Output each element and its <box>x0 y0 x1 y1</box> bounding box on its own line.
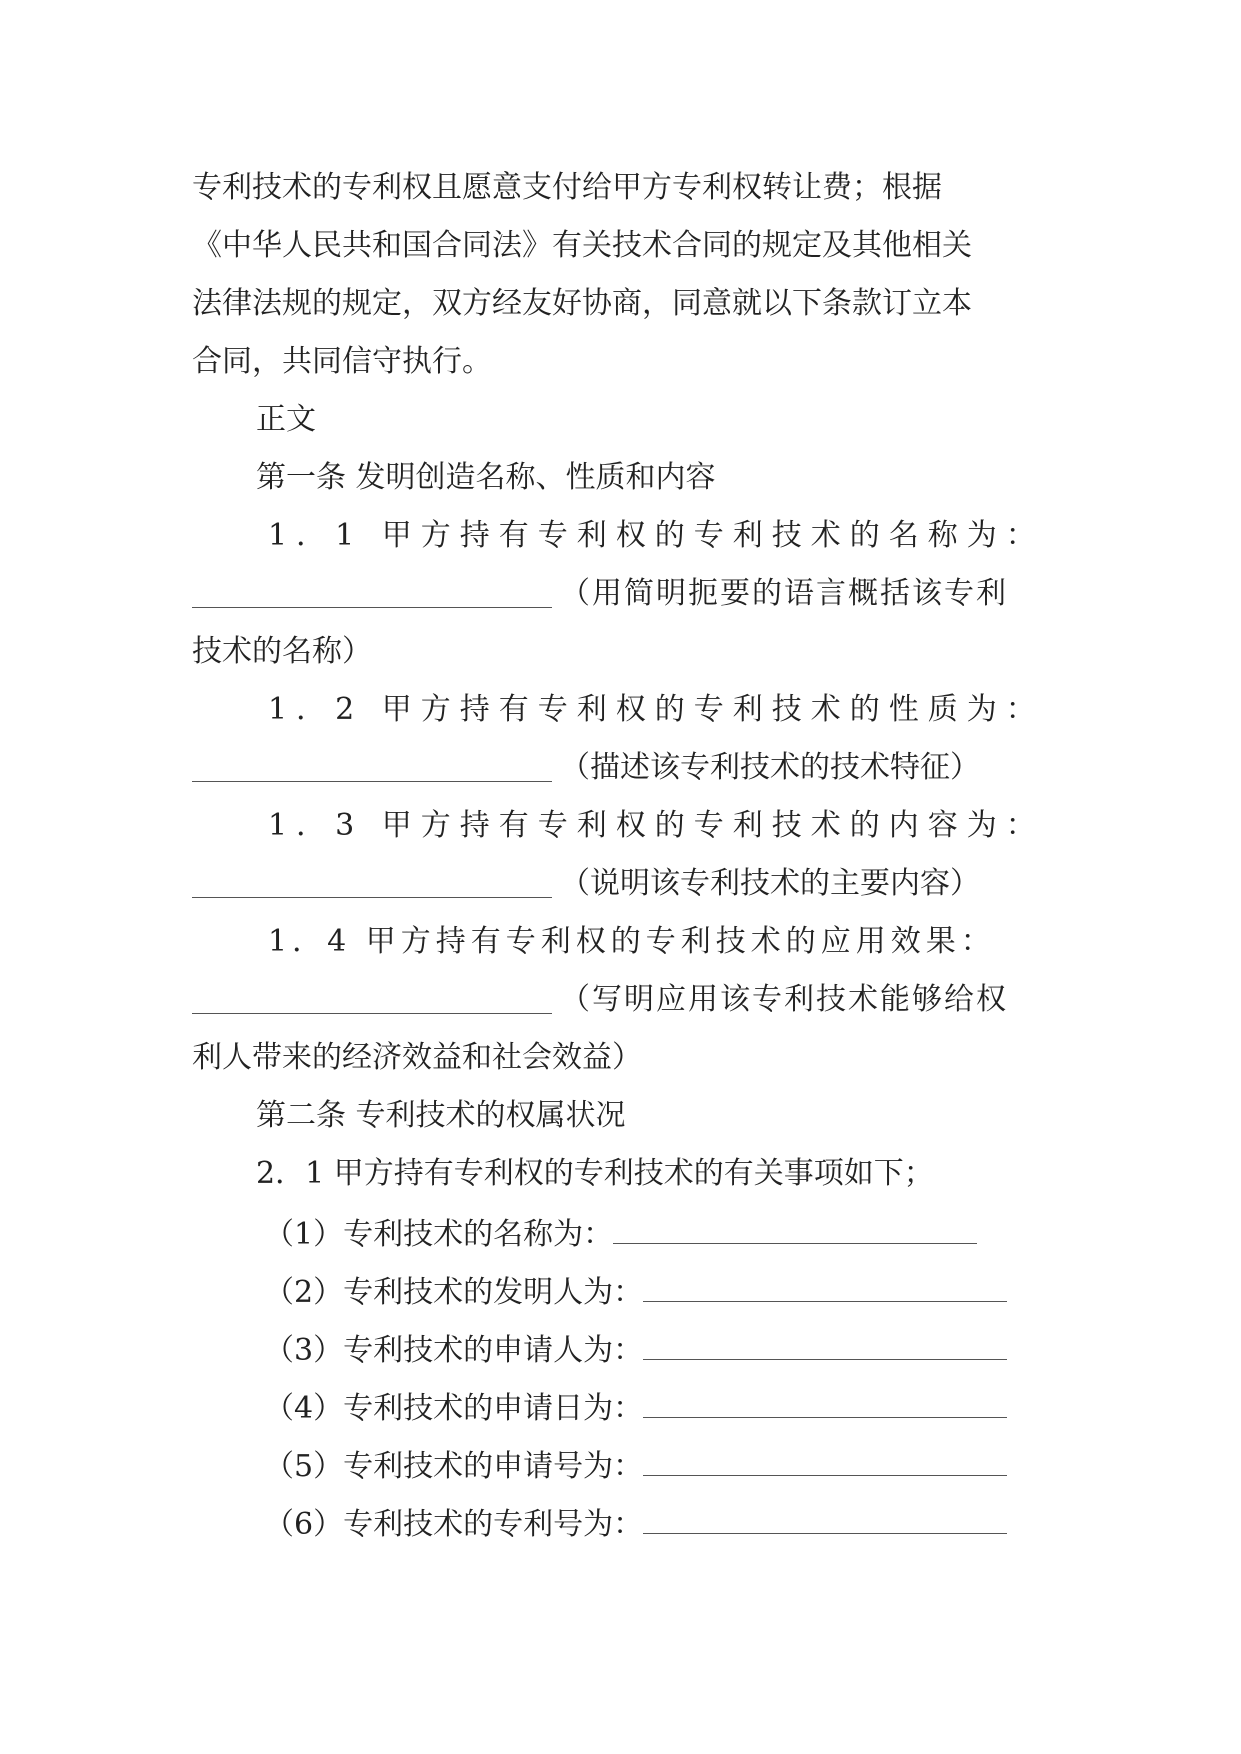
field-applicant-blank <box>643 1319 1007 1360</box>
field-patent-name-label: （1）专利技术的名称为： <box>264 1217 614 1252</box>
field-applicant-label: （3）专利技术的申请人为： <box>264 1333 644 1368</box>
field-inventor <box>264 1261 1124 1319</box>
item-2-1: 2．1 甲方持有专利权的专利技术的有关事项如下； <box>256 1156 934 1191</box>
item-1-4-note-cont: 利人带来的经济效益和社会效益） <box>192 1040 642 1075</box>
intro-line-2: 《中华人民共和国合同法》有关技术合同的规定及其他相关 <box>192 228 972 263</box>
field-applicant <box>264 1319 1124 1377</box>
item-1-3-blank <box>192 857 552 898</box>
field-application-number-blank <box>643 1435 1007 1476</box>
field-application-date-label: （4）专利技术的申请日为： <box>264 1391 644 1426</box>
field-application-number <box>264 1435 1124 1493</box>
item-1-2-blank <box>192 741 552 782</box>
field-application-number-label: （5）专利技术的申请号为： <box>264 1449 644 1484</box>
item-1-4-note: （写明应用该专利技术能够给权 <box>560 982 1008 1017</box>
item-1-1-label: 1．1 甲方持有专利权的专利技术的名称为： <box>268 518 1045 553</box>
item-1-2-label: 1．2 甲方持有专利权的专利技术的性质为： <box>268 692 1045 727</box>
item-1-4-blank <box>192 973 552 1014</box>
item-1-3-note: （说明该专利技术的主要内容） <box>560 866 980 901</box>
item-1-2-note: （描述该专利技术的技术特征） <box>560 750 980 785</box>
field-patent-number-blank <box>643 1493 1007 1534</box>
field-inventor-blank <box>643 1261 1007 1302</box>
article-2-heading: 第二条 专利技术的权属状况 <box>256 1098 626 1133</box>
field-inventor-label: （2）专利技术的发明人为： <box>264 1275 644 1310</box>
field-patent-name <box>264 1203 1124 1261</box>
item-1-1-note: （用简明扼要的语言概括该专利 <box>560 576 1008 611</box>
body-heading: 正文 <box>256 402 316 437</box>
intro-line-4: 合同，共同信守执行。 <box>192 344 492 379</box>
field-patent-number-label: （6）专利技术的专利号为： <box>264 1507 644 1542</box>
intro-line-1: 专利技术的专利权且愿意支付给甲方专利权转让费；根据 <box>192 170 942 205</box>
item-1-1-note-cont: 技术的名称） <box>192 634 372 669</box>
item-1-1-blank <box>192 567 552 608</box>
article-1-heading: 第一条 发明创造名称、性质和内容 <box>256 460 716 495</box>
field-patent-number <box>264 1493 1124 1551</box>
field-patent-name-blank <box>613 1203 977 1244</box>
item-1-3-label: 1．3 甲方持有专利权的专利技术的内容为： <box>268 808 1045 843</box>
field-application-date <box>264 1377 1124 1435</box>
item-1-4-label: 1．4 甲方持有专利权的专利技术的应用效果： <box>268 924 996 959</box>
intro-line-3: 法律法规的规定，双方经友好协商，同意就以下条款订立本 <box>192 286 972 321</box>
field-application-date-blank <box>643 1377 1007 1418</box>
